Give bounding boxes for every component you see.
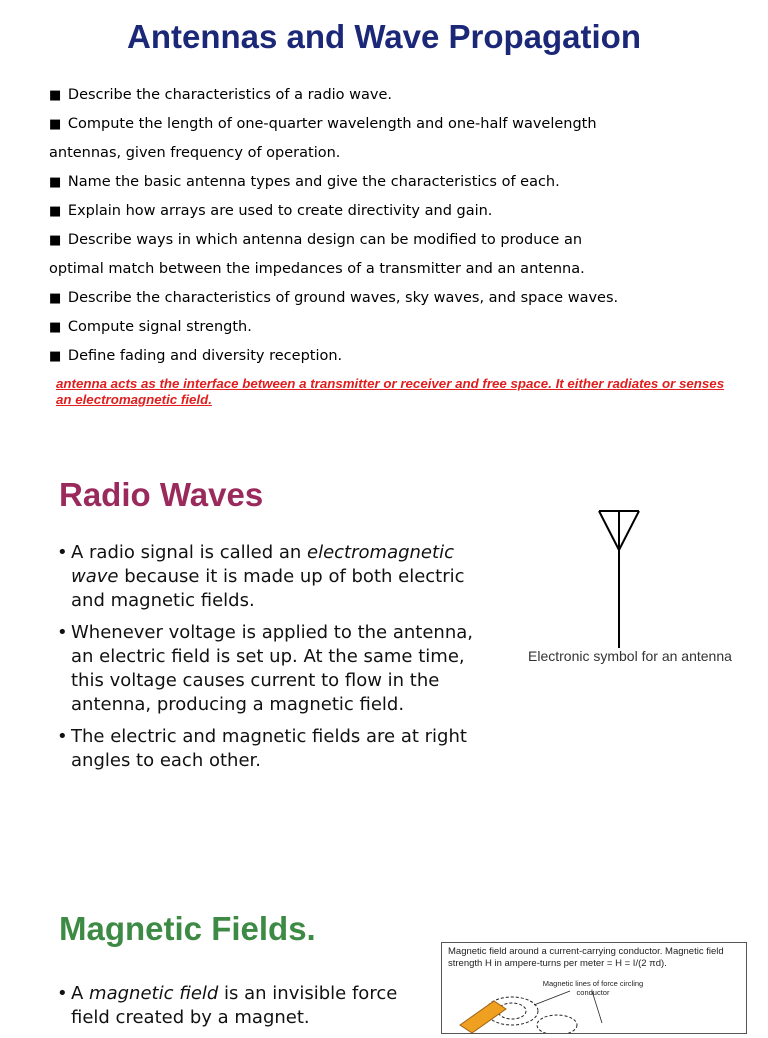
square-bullet-icon: ■ [49,349,62,364]
square-bullet-icon: ■ [49,117,62,132]
magnetic-field-figure [441,942,747,1034]
radio-waves-bullets [57,541,482,781]
objective-line [49,258,689,287]
bullet-dot-icon: • [57,542,68,563]
bullet-item: • The electric and magnetic fields are at right angles to each other. [57,726,467,771]
magnetic-fields-bullets [57,982,417,1038]
antenna-caption: Electronic symbol for an antenna [528,648,732,664]
objective-line [49,345,689,374]
square-bullet-icon: ■ [49,204,62,219]
antenna-symbol-icon [596,508,642,650]
objective-line [49,229,689,258]
antenna-definition-note: antenna acts as the interface between a transmitter or receiver and free space. It either radiates or senses an electromagnetic field. [56,376,725,407]
objective-text: antennas, given frequency of operation. [49,145,341,161]
objective-text: optimal match between the impedances of a transmitter and an antenna. [49,261,585,277]
bullet-item: • A radio signal is called an electromagnetic wave because it is made up of both electric and magnetic fields. [57,542,465,611]
radio-waves-heading: Radio Waves [59,476,264,513]
magnetic-fields-heading: Magnetic Fields. [59,910,316,947]
bullet-dot-icon: • [57,726,68,747]
square-bullet-icon: ■ [49,88,62,103]
bullet-dot-icon: • [57,983,68,1004]
bullet-item: • A magnetic field is an invisible force field created by a magnet. [57,983,398,1028]
objectives-list [49,84,689,374]
bullet-dot-icon: • [57,622,68,643]
figure-caption: Magnetic field around a current-carrying conductor. Magnetic field strength H in ampere-turns per meter = H = I/(2 πd). [448,946,724,969]
objective-line [49,113,689,142]
objective-text: Define fading and diversity reception. [67,348,343,364]
objective-text: Compute the length of one-quarter wavelength and one-half wavelength [67,116,597,132]
figure-label: Magnetic lines of force circling conductor [542,979,644,997]
square-bullet-icon: ■ [49,291,62,306]
objective-text: Describe the characteristics of ground waves, sky waves, and space waves. [67,290,619,306]
objective-text: Compute signal strength. [67,319,252,335]
bullet-item: • Whenever voltage is applied to the antenna, an electric field is set up. At the same time, this voltage causes current to flow in the antenna, producing a magnetic field. [57,622,473,715]
objective-text: Explain how arrays are used to create directivity and gain. [67,203,493,219]
objective-line [49,200,689,229]
objective-line [49,142,689,171]
objective-text: Describe the characteristics of a radio wave. [67,87,393,103]
objective-text: Name the basic antenna types and give the characteristics of each. [67,174,560,190]
objective-line [49,316,689,345]
square-bullet-icon: ■ [49,320,62,335]
objective-text: Describe ways in which antenna design can be modified to produce an [67,232,583,248]
objective-line [49,287,689,316]
square-bullet-icon: ■ [49,233,62,248]
page-title: Antennas and Wave Propagation [126,18,641,55]
square-bullet-icon: ■ [49,175,62,190]
objective-line [49,84,689,113]
objective-line [49,171,689,200]
